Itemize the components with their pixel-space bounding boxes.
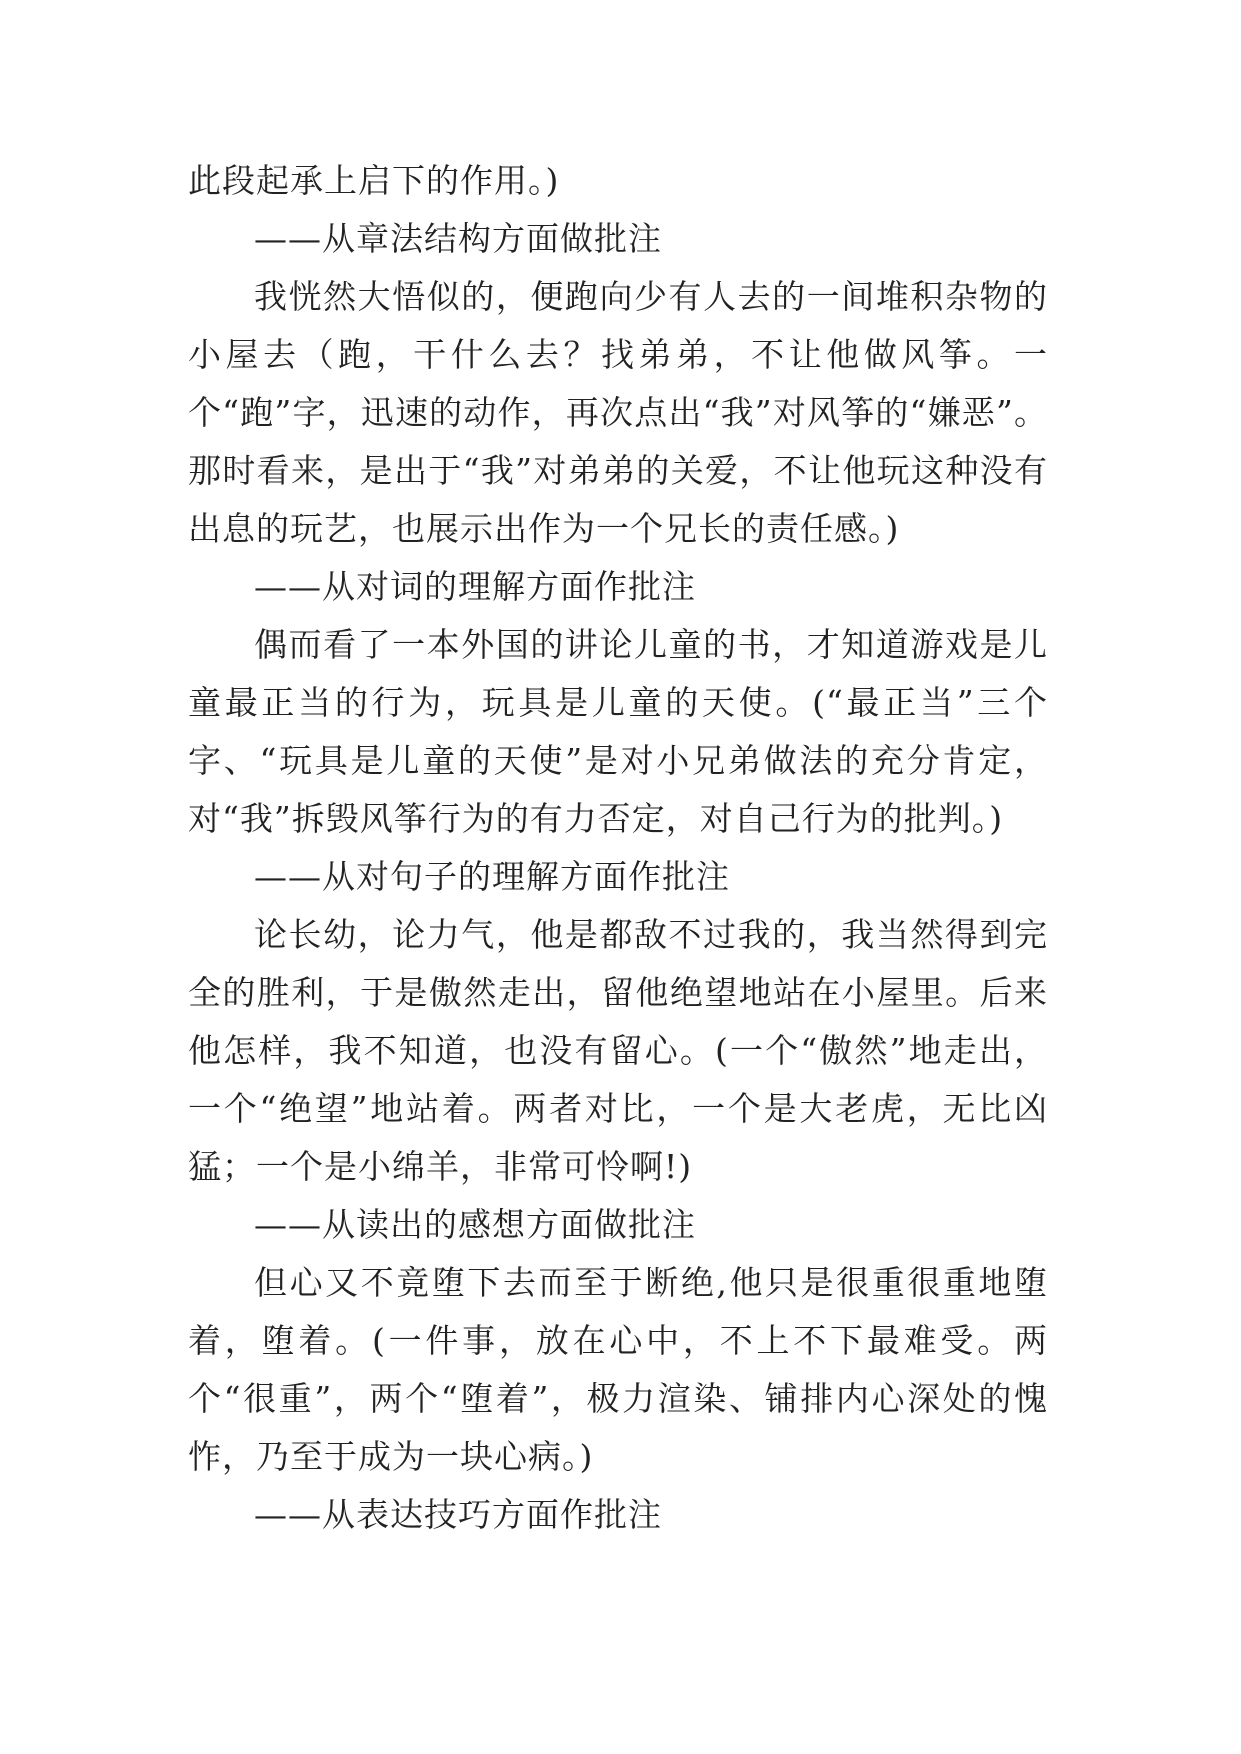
- paragraph: 此段起承上启下的作用。): [188, 161, 560, 200]
- annotation-heading: ——从读出的感想方面做批注: [254, 1205, 696, 1244]
- annotation-heading: ——从章法结构方面做批注: [254, 219, 662, 258]
- paragraph: 论长幼，论力气，他是都敌不过我的，我当然得到完全的胜利，于是傲然走出，留他绝望地站在小屋里。后来他怎样，我不知道，也没有留心。(一个“傲然”地走出，一个“绝望”地站着。两者对比，一个是大老虎，无比凶猛；一个是小绵羊，非常可怜啊!): [188, 915, 1048, 1186]
- document-body: [188, 152, 1048, 1544]
- paragraph: 偶而看了一本外国的讲论儿童的书，才知道游戏是儿童最正当的行为，玩具是儿童的天使。(“最正当”三个字、“玩具是儿童的天使”是对小兄弟做法的充分肯定，对“我”拆毁风筝行为的有力否定，对自己行为的批判。): [188, 625, 1048, 838]
- annotation-heading: ——从对句子的理解方面作批注: [254, 857, 730, 896]
- annotation-heading: ——从对词的理解方面作批注: [254, 567, 696, 606]
- annotation-heading: ——从表达技巧方面作批注: [254, 1495, 662, 1534]
- paragraph: 但心又不竟堕下去而至于断绝,他只是很重很重地堕着，堕着。(一件事，放在心中，不上不下最难受。两个“很重”，两个“堕着”，极力渲染、铺排内心深处的愧怍，乃至于成为一块心病。): [188, 1263, 1048, 1476]
- paragraph: 我恍然大悟似的，便跑向少有人去的一间堆积杂物的小屋去（跑，干什么去？找弟弟，不让他做风筝。一个“跑”字，迅速的动作，再次点出“我”对风筝的“嫌恶”。那时看来，是出于“我”对弟弟的关爱，不让他玩这种没有出息的玩艺，也展示出作为一个兄长的责任感。): [188, 277, 1048, 548]
